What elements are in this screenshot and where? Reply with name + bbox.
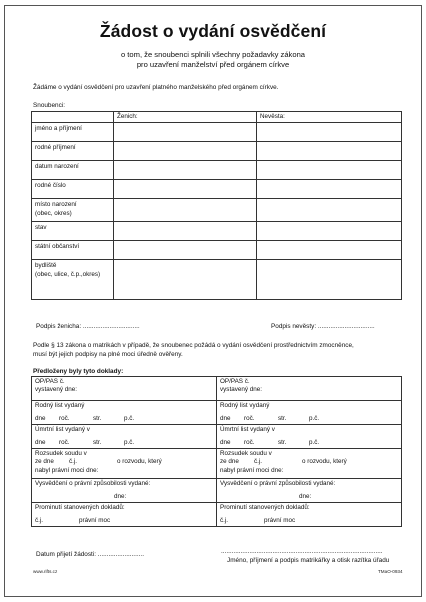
bride-verdict-label: Rozsudek soudu v	[220, 450, 272, 457]
bride-signature-line[interactable]: Podpis nevěsty: ................................	[271, 323, 375, 330]
bride-death-cert-label: Úmrtní list vydaný v	[220, 426, 275, 433]
cj-label: č.j.	[254, 458, 263, 466]
documents-heading: Předloženy byly tyto doklady:	[33, 368, 124, 375]
pc-label: p.č.	[124, 438, 135, 446]
groom-birth-place-field[interactable]	[114, 199, 257, 222]
bride-waiver-label: Prominutí stanovených dokladů:	[220, 504, 310, 511]
groom-verdict-details	[35, 458, 213, 466]
dne-label: dne	[35, 438, 46, 446]
pravni-moc-label: právní moc	[264, 516, 296, 524]
groom-issued-label: vystavený dne:	[35, 386, 78, 394]
bride-waiver-details	[220, 517, 398, 525]
groom-status-field[interactable]	[114, 222, 257, 241]
bride-birth-cert-details	[220, 415, 398, 423]
pc-label: p.č.	[309, 414, 320, 422]
str-label: str.	[278, 438, 287, 446]
roc-label: roč.	[244, 438, 255, 446]
bride-verdict-details	[220, 458, 398, 466]
bride-waiver-cell[interactable]	[217, 503, 402, 527]
pravni-moc-label: právní moc	[79, 516, 111, 524]
legal-paragraph-line1: Podle § 13 zákona o matrikách v případě, že snoubenec požádá o vydání osvědčení prostřednictvím zmocněnce,	[33, 342, 354, 349]
roc-label: roč.	[59, 414, 70, 422]
groom-residence-field[interactable]	[114, 260, 257, 300]
bride-name-field[interactable]	[257, 123, 402, 142]
groom-op-pas-label: OP/PAS č.	[35, 378, 65, 385]
header-groom: Ženich:	[114, 112, 257, 123]
bride-death-cert-cell[interactable]	[217, 425, 402, 449]
ze-dne-label: ze dne	[220, 458, 239, 466]
groom-capacity-date: dne:	[114, 492, 127, 500]
groom-death-cert-label: Úmrtní list vydaný v	[35, 426, 90, 433]
header-bride: Nevěsta:	[257, 112, 402, 123]
bride-maiden-name-field[interactable]	[257, 142, 402, 161]
bride-capacity-cell[interactable]	[217, 479, 402, 503]
groom-verdict-effective: nabyl právní moci dne:	[35, 466, 99, 474]
groom-capacity-cell[interactable]	[32, 479, 217, 503]
groom-verdict-label: Rozsudek soudu v	[35, 450, 87, 457]
pc-label: p.č.	[309, 438, 320, 446]
ze-dne-label: ze dne	[35, 458, 54, 466]
groom-name-field[interactable]	[114, 123, 257, 142]
row-label-birth-place	[32, 199, 114, 222]
groom-waiver-label: Prominutí stanovených dokladů:	[35, 504, 125, 511]
roc-label: roč.	[59, 438, 70, 446]
form-title: Žádost o vydání osvědčení	[99, 21, 327, 41]
bride-capacity-label: Vysvědčení o právní způsobilosti vydané:	[220, 480, 336, 487]
header-empty-cell	[32, 112, 114, 123]
roc-label: roč.	[244, 414, 255, 422]
registrar-signature-caption: Jméno, příjmení a podpis matrikářky a otisk razítka úřadu	[227, 557, 390, 564]
pc-label: p.č.	[124, 414, 135, 422]
groom-id-cell[interactable]	[32, 377, 217, 401]
groom-death-cert-cell[interactable]	[32, 425, 217, 449]
residence-label-line1: bydliště	[35, 262, 57, 270]
bride-verdict-cell[interactable]	[217, 449, 402, 479]
str-label: str.	[93, 414, 102, 422]
bride-birth-date-field[interactable]	[257, 161, 402, 180]
groom-citizenship-field[interactable]	[114, 241, 257, 260]
groom-birth-cert-details	[35, 415, 213, 423]
date-received[interactable]: Datum přijetí žádosti: ..........................	[36, 551, 144, 558]
bride-death-cert-details	[220, 439, 398, 447]
groom-waiver-cell[interactable]	[32, 503, 217, 527]
groom-birth-cert-cell[interactable]	[32, 401, 217, 425]
bride-status-field[interactable]	[257, 222, 402, 241]
form-page	[4, 5, 422, 597]
groom-birth-date-field[interactable]	[114, 161, 257, 180]
bride-birth-number-field[interactable]	[257, 180, 402, 199]
groom-death-cert-details	[35, 439, 213, 447]
bride-id-cell[interactable]	[217, 377, 402, 401]
dne-label: dne	[220, 414, 231, 422]
cj-label: č.j.	[69, 458, 78, 466]
cj-label: č.j.	[35, 516, 44, 524]
bride-birth-cert-cell[interactable]	[217, 401, 402, 425]
groom-signature-line[interactable]: Podpis ženicha: ................................	[36, 323, 140, 330]
str-label: str.	[93, 438, 102, 446]
bride-issued-label: vystavený dne:	[220, 386, 263, 394]
dne-label: dne	[35, 414, 46, 422]
bride-capacity-date: dne:	[299, 492, 312, 500]
bride-op-pas-label: OP/PAS č.	[220, 378, 250, 385]
cj-label: č.j.	[220, 516, 229, 524]
row-label-residence	[32, 260, 114, 300]
bride-verdict-effective: nabyl právní moci dne:	[220, 466, 284, 474]
legal-paragraph-line2: musí být jejich podpisy na plné moci úředně ověřeny.	[33, 351, 183, 358]
row-label-status: stav	[32, 222, 114, 241]
groom-birth-number-field[interactable]	[114, 180, 257, 199]
groom-waiver-details	[35, 517, 213, 525]
footer-form-code: TMaO-0934	[378, 569, 403, 574]
groom-capacity-label: Vysvědčení o právní způsobilosti vydané:	[35, 480, 151, 487]
registrar-signature-line[interactable]: ...........................................................................................	[221, 548, 383, 555]
form-subtitle-line2: pro uzavření manželství před orgánem církve	[136, 60, 290, 69]
footer-website: www.rifts.cz	[33, 569, 58, 574]
fiance-table	[31, 111, 402, 300]
residence-label-line2: (obec, ulice, č.p.,okres)	[35, 270, 101, 278]
row-label-maiden-name: rodné příjmení	[32, 142, 114, 161]
bride-birth-cert-label: Rodný list vydaný	[220, 402, 270, 409]
str-label: str.	[278, 414, 287, 422]
bride-citizenship-field[interactable]	[257, 241, 402, 260]
row-label-citizenship: státní občanství	[32, 241, 114, 260]
request-text: Žádáme o vydání osvědčení pro uzavření platného manželského před orgánem církve.	[33, 84, 279, 91]
row-label-birth-date: datum narození	[32, 161, 114, 180]
row-label-name: jméno a příjmení	[32, 123, 114, 142]
bride-residence-field[interactable]	[257, 260, 402, 300]
form-subtitle-line1: o tom, že snoubenci splnili všechny požadavky zákona	[120, 50, 306, 59]
groom-verdict-cell[interactable]	[32, 449, 217, 479]
birth-place-label-line1: místo narození	[35, 201, 77, 209]
groom-birth-cert-label: Rodný list vydaný	[35, 402, 85, 409]
dne-label: dne	[220, 438, 231, 446]
snoubenci-label: Snoubenci:	[33, 102, 65, 109]
bride-birth-place-field[interactable]	[257, 199, 402, 222]
o-rozvodu-label: o rozvodu, který	[302, 458, 347, 466]
row-label-birth-number: rodné číslo	[32, 180, 114, 199]
birth-place-label-line2: (obec, okres)	[35, 209, 72, 217]
documents-table	[31, 376, 402, 527]
groom-maiden-name-field[interactable]	[114, 142, 257, 161]
o-rozvodu-label: o rozvodu, který	[117, 458, 162, 466]
